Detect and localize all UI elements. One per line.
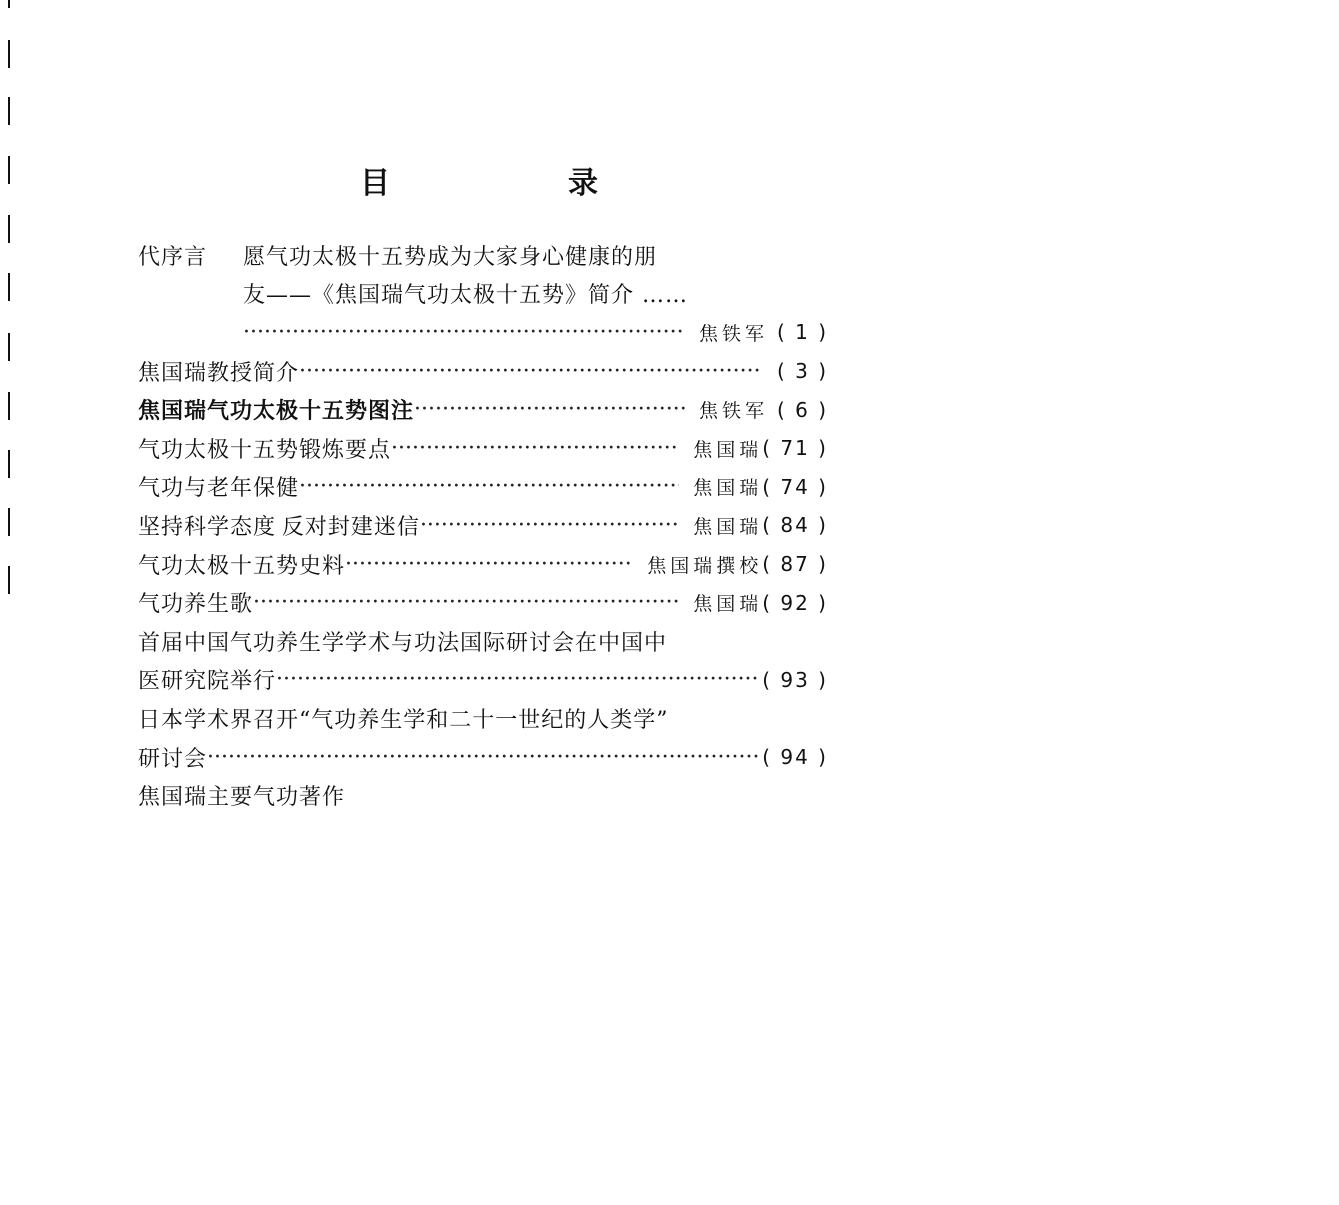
toc-entry-title: 焦国瑞教授简介 [138,360,300,386]
toc-entry-page: ( 74 ) [762,474,828,499]
toc-entry-title: 医研究院举行 [138,669,277,695]
toc-entry[interactable] [138,776,828,815]
toc-entry-author: 焦国瑞 [693,477,763,500]
toc-entry-author: 焦国瑞 [693,515,763,538]
binding-mark [8,392,10,420]
toc-entry-page: ( 92 ) [762,590,828,615]
toc-entry[interactable] [138,429,828,468]
dot-leader [243,320,685,345]
toc-entry-page: ( 94 ) [762,745,828,770]
toc-entry-title: 气功太极十五势史料 [138,553,346,579]
toc-entry-page: ( 84 ) [762,513,828,538]
toc-entry-title: 反对封建迷信 [281,514,420,540]
binding-mark [8,40,10,68]
toc-entry-line2[interactable] [138,738,828,777]
toc-entry-line1[interactable] [138,699,828,738]
toc-entry-page: ( 71 ) [762,436,828,461]
toc-entry-author: 焦国瑞 [693,438,763,461]
toc-entry-title: 坚持科学态度 [138,514,277,540]
toc-entry-title: 焦国瑞气功太极十五势图注 [138,398,415,425]
dot-leader [391,436,679,461]
toc-entry-title: 首届中国气功养生学学术与功法国际研讨会在中国中 [138,630,668,656]
toc-entry-title: 愿气功太极十五势成为大家身心健康的朋 [243,244,658,270]
toc-entry-title: 气功太极十五势锻炼要点 [138,437,392,463]
toc-entry-page: ( 87 ) [762,552,828,577]
toc-entry[interactable] [138,468,828,507]
toc-entry-preface-line1[interactable] [138,236,828,275]
toc-entry-title: 气功与老年保健 [138,476,300,502]
toc-entry-title: 友——《焦国瑞气功太极十五势》简介 …… [243,283,688,309]
binding-marks [8,0,12,620]
toc-entry[interactable] [138,583,828,622]
binding-mark [8,0,10,8]
binding-mark [8,156,10,184]
toc-entry-page: ( 6 ) [776,397,828,422]
binding-mark [8,566,10,594]
toc-entry-author: 焦国瑞撰校 [647,554,763,577]
toc-entry-author: 焦铁军 [698,400,768,423]
toc-entry-author: 焦铁军 [698,322,768,345]
toc-entry-line2[interactable] [138,661,828,700]
toc-entry[interactable] [138,545,828,584]
toc-entry-title: 日本学术界召开“气功养生学和二十一世纪的人类学” [138,707,669,733]
toc-entry-page: ( 93 ) [762,667,828,692]
binding-mark [8,333,10,361]
dot-leader [414,397,685,422]
dot-leader [276,667,760,692]
dot-leader [420,513,679,538]
binding-mark [8,215,10,243]
dot-leader [207,745,760,770]
toc-entry-preface-line2[interactable] [138,275,828,314]
toc-entry-author: 焦国瑞 [693,593,763,616]
toc-entry-title: 研讨会 [138,746,208,772]
toc-entry[interactable] [138,390,828,429]
page-title-char: 目 [360,166,392,201]
dot-leader [299,474,679,499]
dot-leader [299,359,760,384]
page-title [360,158,600,202]
toc-entry-preface-line3[interactable] [138,313,828,352]
table-of-contents [138,236,828,815]
toc-entry-line1[interactable] [138,622,828,661]
toc-entry-title: 焦国瑞主要气功著作 [138,785,346,811]
binding-mark [8,97,10,125]
dot-leader [345,552,633,577]
toc-entry-page: ( 3 ) [776,359,828,384]
page-title-char: 录 [568,166,600,201]
toc-entry-title: 气功养生歌 [138,592,254,618]
dot-leader [253,590,679,615]
binding-mark [8,450,10,478]
toc-entry-prefix: 代序言 [138,244,208,270]
toc-entry[interactable] [138,506,828,545]
toc-entry-page: ( 1 ) [776,320,828,345]
binding-mark [8,273,10,301]
binding-mark [8,508,10,536]
toc-entry[interactable] [138,352,828,391]
